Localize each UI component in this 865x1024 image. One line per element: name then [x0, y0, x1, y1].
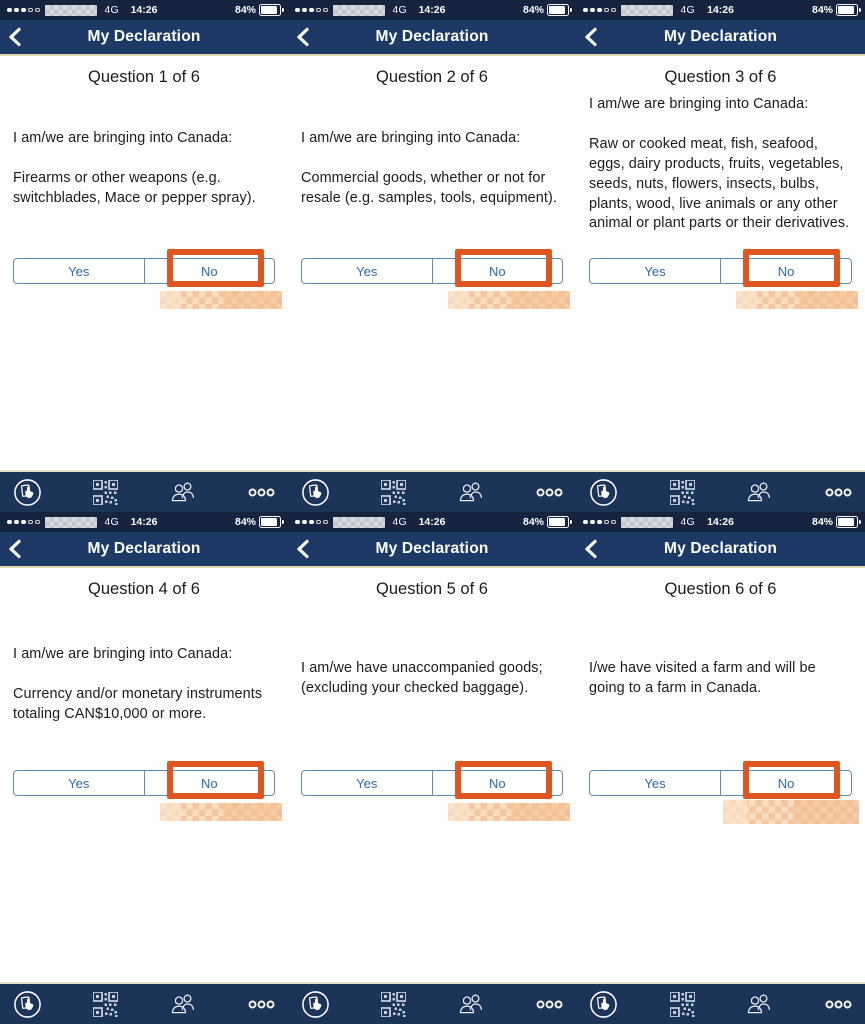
battery-status	[235, 4, 281, 16]
status-bar	[576, 0, 865, 20]
question-intro: I am/we are bringing into Canada:	[13, 646, 233, 662]
question-body: Firearms or other weapons (e.g. switchblades, Mace or pepper spray).	[13, 169, 256, 206]
nav-bar	[576, 532, 865, 568]
question-screen	[288, 568, 576, 982]
question-screen	[576, 56, 865, 470]
nav-title: My Declaration	[663, 28, 778, 45]
redacted-blur	[448, 803, 570, 821]
back-button[interactable]	[296, 538, 314, 560]
no-button[interactable]: No	[433, 259, 563, 283]
back-button[interactable]	[584, 26, 602, 48]
declaration-icon[interactable]	[13, 478, 42, 507]
network-type-label: 4G	[680, 516, 695, 528]
nav-title: My Declaration	[375, 28, 489, 45]
more-icon[interactable]	[825, 1000, 852, 1009]
nav-bar	[0, 20, 288, 56]
question-body: I/we have visited a farm and will be going to a farm in Canada.	[589, 660, 816, 696]
back-button[interactable]	[584, 538, 602, 560]
answer-segmented-control	[301, 258, 563, 284]
nav-bar	[576, 20, 865, 56]
answer-area	[288, 258, 576, 338]
clock: 14:26	[418, 4, 446, 16]
clock: 14:26	[418, 516, 446, 528]
question-progress: Question 3 of 6	[664, 68, 777, 86]
battery-status	[523, 516, 569, 528]
yes-button[interactable]: Yes	[590, 771, 721, 795]
carrier-name-redacted	[45, 517, 97, 528]
phone-screenshot-panel	[0, 0, 288, 512]
chevron-left-icon	[584, 539, 598, 559]
carrier-name-redacted	[333, 5, 385, 16]
question-screen	[288, 56, 576, 470]
carrier-name-redacted	[621, 5, 673, 16]
nav-title: My Declaration	[663, 540, 778, 557]
answer-area	[288, 770, 576, 850]
cellular-signal-icon	[295, 520, 328, 525]
cellular-signal-icon	[7, 8, 40, 13]
chevron-left-icon	[8, 539, 22, 559]
network-type-label: 4G	[392, 516, 407, 528]
carrier-name-redacted	[333, 517, 385, 528]
network-type-label: 4G	[104, 516, 119, 528]
answer-segmented-control	[301, 770, 563, 796]
battery-status	[812, 516, 858, 528]
question-text	[13, 645, 276, 725]
clock: 14:26	[130, 4, 158, 16]
redacted-blur	[723, 800, 859, 824]
question-progress: Question 5 of 6	[376, 580, 488, 598]
question-screen	[0, 568, 288, 982]
more-icon[interactable]	[825, 488, 852, 497]
no-button[interactable]: No	[433, 771, 563, 795]
answer-area	[576, 258, 865, 338]
no-button[interactable]: No	[721, 771, 851, 795]
more-icon[interactable]	[536, 488, 563, 497]
status-bar	[0, 512, 288, 532]
nav-bar	[0, 532, 288, 568]
question-body: Currency and/or monetary instruments totaling CAN$10,000 or more.	[13, 685, 263, 722]
qr-code-icon[interactable]	[381, 480, 406, 505]
travellers-icon[interactable]	[170, 994, 197, 1015]
cellular-signal-icon	[7, 520, 40, 525]
yes-button[interactable]: Yes	[590, 259, 721, 283]
declaration-icon[interactable]	[589, 990, 618, 1019]
question-intro: I am/we are bringing into Canada:	[301, 130, 521, 146]
chevron-left-icon	[8, 27, 22, 47]
battery-icon	[547, 4, 569, 16]
nav-bar	[288, 20, 576, 56]
battery-status	[812, 4, 858, 16]
qr-code-icon[interactable]	[381, 992, 406, 1017]
question-progress: Question 1 of 6	[88, 68, 200, 86]
network-type-label: 4G	[680, 4, 695, 16]
no-button[interactable]: No	[721, 259, 851, 283]
back-button[interactable]	[8, 26, 26, 48]
status-bar	[576, 512, 865, 532]
battery-percent-label: 84%	[811, 4, 833, 16]
battery-percent-label: 84%	[522, 4, 544, 16]
question-screen	[576, 568, 865, 982]
question-progress: Question 2 of 6	[376, 68, 488, 86]
question-body: Commercial goods, whether or not for resale (e.g. samples, tools, equipment).	[301, 169, 557, 206]
question-intro: I am/we are bringing into Canada:	[589, 96, 809, 112]
battery-status	[523, 4, 569, 16]
question-body: I am/we have unaccompanied goods; (excluding your checked baggage).	[301, 660, 543, 696]
phone-screenshot-panel	[576, 0, 865, 512]
answer-segmented-control	[13, 770, 275, 796]
yes-button[interactable]: Yes	[14, 771, 145, 795]
nav-bar	[288, 532, 576, 568]
carrier-name-redacted	[621, 517, 673, 528]
battery-icon	[547, 516, 569, 528]
tab-bar	[288, 982, 576, 1024]
yes-button[interactable]: Yes	[14, 259, 145, 283]
carrier-name-redacted	[45, 5, 97, 16]
travellers-icon[interactable]	[170, 482, 197, 503]
question-body: Raw or cooked meat, fish, seafood, eggs, dairy products, fruits, vegetables, seeds, nuts, flowers, insects, bulbs, plants, wood, live animals or any other animal or plant parts or their derivatives.	[589, 135, 850, 232]
answer-area	[0, 770, 288, 850]
question-progress: Question 4 of 6	[88, 580, 200, 598]
battery-icon	[836, 516, 858, 528]
status-bar	[288, 0, 576, 20]
battery-percent-label: 84%	[522, 516, 544, 528]
question-intro: I am/we are bringing into Canada:	[13, 130, 233, 146]
phone-screenshot-panel	[0, 512, 288, 1024]
question-screen	[0, 56, 288, 470]
declaration-icon[interactable]	[301, 990, 330, 1019]
tab-bar	[0, 982, 288, 1024]
no-button[interactable]: No	[145, 771, 275, 795]
question-text	[301, 659, 564, 699]
tab-bar	[576, 470, 865, 512]
redacted-blur	[736, 291, 858, 309]
cellular-signal-icon	[583, 520, 616, 525]
cellular-signal-icon	[583, 8, 616, 13]
yes-button[interactable]: Yes	[302, 259, 433, 283]
qr-code-icon[interactable]	[670, 480, 695, 505]
more-icon[interactable]	[248, 1000, 275, 1009]
network-type-label: 4G	[392, 4, 407, 16]
chevron-left-icon	[296, 539, 310, 559]
redacted-blur	[448, 291, 570, 309]
declaration-icon[interactable]	[13, 990, 42, 1019]
answer-segmented-control	[589, 258, 852, 284]
qr-code-icon[interactable]	[93, 992, 118, 1017]
battery-icon	[259, 516, 281, 528]
question-text	[589, 659, 853, 699]
declaration-icon[interactable]	[589, 478, 618, 507]
yes-button[interactable]: Yes	[302, 771, 433, 795]
tab-bar	[288, 470, 576, 512]
battery-status	[235, 516, 281, 528]
nav-title: My Declaration	[87, 28, 201, 45]
question-text	[13, 129, 276, 209]
tab-bar	[576, 982, 865, 1024]
phone-screenshot-panel	[288, 0, 576, 512]
nav-title: My Declaration	[375, 540, 489, 557]
travellers-icon[interactable]	[458, 994, 485, 1015]
phone-screenshot-panel	[288, 512, 576, 1024]
more-icon[interactable]	[536, 1000, 563, 1009]
question-text	[301, 129, 564, 209]
tab-bar	[0, 470, 288, 512]
status-bar	[0, 0, 288, 20]
redacted-blur	[160, 291, 282, 309]
answer-segmented-control	[589, 770, 852, 796]
answer-area	[0, 258, 288, 338]
clock: 14:26	[130, 516, 158, 528]
battery-percent-label: 84%	[234, 4, 256, 16]
redacted-blur	[160, 803, 282, 821]
phone-screenshot-panel	[576, 512, 865, 1024]
travellers-icon[interactable]	[458, 482, 485, 503]
status-bar	[288, 512, 576, 532]
question-progress: Question 6 of 6	[664, 580, 777, 598]
answer-segmented-control	[13, 258, 275, 284]
chevron-left-icon	[584, 27, 598, 47]
battery-icon	[259, 4, 281, 16]
clock: 14:26	[707, 516, 734, 528]
nav-title: My Declaration	[87, 540, 201, 557]
chevron-left-icon	[296, 27, 310, 47]
back-button[interactable]	[296, 26, 314, 48]
network-type-label: 4G	[104, 4, 119, 16]
answer-area	[576, 770, 865, 850]
more-icon[interactable]	[248, 488, 275, 497]
battery-percent-label: 84%	[811, 516, 833, 528]
battery-percent-label: 84%	[234, 516, 256, 528]
question-text	[589, 95, 853, 234]
qr-code-icon[interactable]	[93, 480, 118, 505]
clock: 14:26	[707, 4, 734, 16]
cellular-signal-icon	[295, 8, 328, 13]
no-button[interactable]: No	[145, 259, 275, 283]
travellers-icon[interactable]	[746, 994, 773, 1015]
qr-code-icon[interactable]	[670, 992, 695, 1017]
declaration-icon[interactable]	[301, 478, 330, 507]
back-button[interactable]	[8, 538, 26, 560]
battery-icon	[836, 4, 858, 16]
travellers-icon[interactable]	[746, 482, 773, 503]
